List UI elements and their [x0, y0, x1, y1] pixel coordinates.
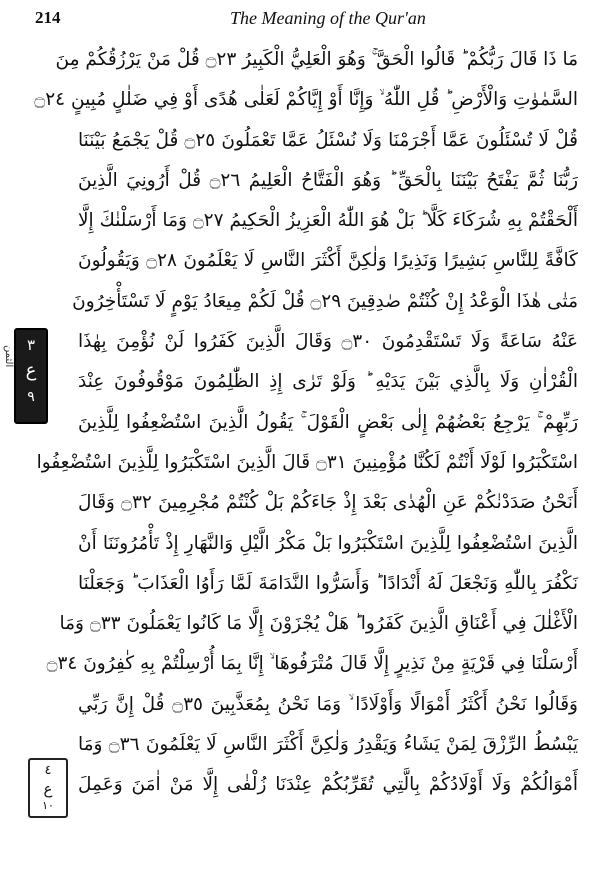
- margin-label: الثمن: [3, 345, 14, 368]
- ruku-marker: [14, 328, 48, 424]
- ruku-marker: [28, 758, 68, 818]
- text-line: الْقُرْاٰنِ وَلَا بِالَّذِي بَيْنَ يَدَيْهِ ؕ وَلَوْ تَرٰى إِذِ الظّٰلِمُونَ مَوْقُوفُونَ عِنْدَ: [78, 371, 578, 393]
- ruku-count: ١٠: [42, 799, 54, 812]
- text-line: مَتٰى هٰذَا الْوَعْدُ إِنْ كُنْتُمْ صٰدِقِينَ ۝٢٩ قُلْ لَكُمْ مِيعَادُ يَوْمٍ لَا تَسْتَأْخِرُونَ: [72, 290, 578, 312]
- ruku-count: ٩: [27, 389, 35, 405]
- text-line: كَافَّةً لِلنَّاسِ بَشِيرًا وَنَذِيرًا وَلٰكِنَّ أَكْثَرَ النَّاسِ لَا يَعْلَمُونَ ۝٢٨ وَيَقُولُونَ: [78, 250, 578, 272]
- running-title: The Meaning of the Qur'an: [230, 8, 426, 28]
- ruku-letter: ع: [25, 360, 37, 381]
- text-line: وَقَالُوا نَحْنُ أَكْثَرُ أَمْوَالًا وَأَوْلَادًا ۙ وَمَا نَحْنُ بِمُعَذَّبِينَ ۝٣٥ قُلْ إِنَّ رَبِّي: [78, 693, 578, 715]
- text-line: أَمْوَالُكُمْ وَلَا أَوْلَادُكُمْ بِالَّتِي تُقَرِّبُكُمْ عِنْدَنَا زُلْفٰى إِلَّا مَنْ اٰمَنَ وَعَمِلَ: [78, 774, 578, 796]
- text-line: رَبِّهِمْ ۚ يَرْجِعُ بَعْضُهُمْ إِلٰى بَعْضٍ الْقَوْلَ ۚ يَقُولُ الَّذِينَ اسْتُضْعِفُوا لِلَّذِينَ: [78, 411, 578, 433]
- text-line: أَلْحَقْتُمْ بِهِ شُرَكَاءَ كَلَّا ؕ بَلْ هُوَ اللّٰهُ الْعَزِيزُ الْحَكِيمُ ۝٢٧ وَمَا أَرْسَلْنٰكَ إِلَّا: [78, 210, 578, 232]
- page-header: [0, 0, 600, 40]
- text-line: نَكْفُرَ بِاللّٰهِ وَنَجْعَلَ لَهُ أَنْدَادًا ؕ وَأَسَرُّوا النَّدَامَةَ لَمَّا رَأَوُا الْعَذَابَ ؕ وَجَعَلْنَا: [78, 572, 578, 594]
- text-line: عَنْهُ سَاعَةً وَلَا تَسْتَقْدِمُونَ ۝٣٠ وَقَالَ الَّذِينَ كَفَرُوا لَنْ نُؤْمِنَ بِهٰذَا: [78, 331, 578, 353]
- text-line: اسْتَكْبَرُوا لَوْلَا أَنْتُمْ لَكُنَّا مُؤْمِنِينَ ۝٣١ قَالَ الَّذِينَ اسْتَكْبَرُوا لِلَّذِينَ اسْتُضْعِفُوا: [36, 451, 578, 473]
- ruku-number: ٣: [26, 336, 36, 354]
- page-number: 214: [35, 8, 61, 27]
- text-line: قُلْ لَا تُسْئَلُونَ عَمَّا أَجْرَمْنَا وَلَا نُسْئَلُ عَمَّا تَعْمَلُونَ ۝٢٥ قُلْ يَجْمَعُ بَيْنَنَا: [78, 129, 578, 151]
- text-line: رَبُّنَا ثُمَّ يَفْتَحُ بَيْنَنَا بِالْحَقِّ ؕ وَهُوَ الْفَتَّاحُ الْعَلِيمُ ۝٢٦ قُلْ أَرُونِيَ الَّذِينَ: [78, 169, 579, 191]
- text-line: الَّذِينَ اسْتُضْعِفُوا لِلَّذِينَ اسْتَكْبَرُوا بَلْ مَكْرُ الَّيْلِ وَالنَّهَارِ إِذْ تَأْمُرُونَنَا أَنْ: [78, 532, 578, 554]
- text-line: أَرْسَلْنَا فِي قَرْيَةٍ مِنْ نَذِيرٍ إِلَّا قَالَ مُتْرَفُوهَا ۙ إِنَّا بِمَا أُرْسِلْتُمْ بِهِ كٰفِرُونَ ۝٣٤: [46, 653, 578, 675]
- text-line: يَبْسُطُ الرِّزْقَ لِمَنْ يَشَاءُ وَيَقْدِرُ وَلٰكِنَّ أَكْثَرَ النَّاسِ لَا يَعْلَمُونَ ۝٣٦ وَمَا: [78, 734, 578, 756]
- text-line: الْأَغْلٰلَ فِي أَعْنَاقِ الَّذِينَ كَفَرُوا ؕ هَلْ يُجْزَوْنَ إِلَّا مَا كَانُوا يَعْمَلُونَ ۝٣٣ وَمَا: [59, 613, 578, 635]
- text-line: مَا ذَا قَالَ رَبُّكُمْ ؕ قَالُوا الْحَقَّ ۚ وَهُوَ الْعَلِيُّ الْكَبِيرُ ۝٢٣ قُلْ مَنْ يَرْزُقُكُمْ مِنَ: [55, 49, 578, 70]
- text-line: أَنَحْنُ صَدَدْنٰكُمْ عَنِ الْهُدٰى بَعْدَ إِذْ جَاءَكُمْ بَلْ كُنْتُمْ مُجْرِمِينَ ۝٣٢ وَقَالَ: [78, 492, 578, 514]
- ruku-number: ٤: [44, 763, 52, 778]
- ruku-letter: ع: [43, 780, 53, 798]
- text-line: السَّمٰوٰتِ وَالْأَرْضِ ؕ قُلِ اللّٰهُ ۙ وَإِنَّا أَوْ إِيَّاكُمْ لَعَلٰى هُدًى أَوْ فِي ضَلٰلٍ مُبِينٍ ۝٢٤: [34, 89, 578, 111]
